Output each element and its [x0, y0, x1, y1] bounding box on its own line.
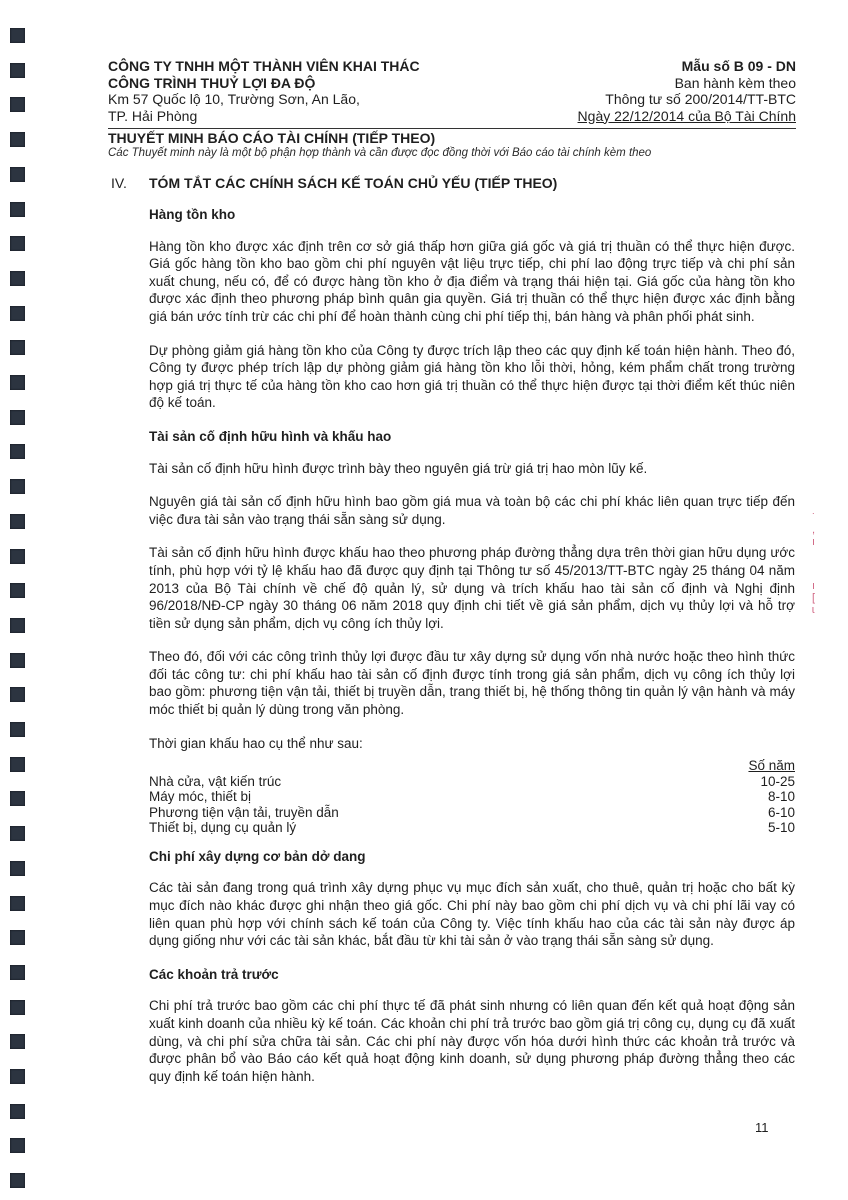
- company-name-line1: CÔNG TY TNHH MỘT THÀNH VIÊN KHAI THÁC: [108, 58, 420, 74]
- stamp-mark: ˙ , ı: [812, 512, 816, 548]
- paragraph: Chi phí trả trước bao gồm các chi phí thực tế đã phát sinh nhưng có liên quan đến kết quả hoạt động sản xuất kinh doanh của nhiều kỳ kế toán. Các khoản chi phí trả trước bao gồm giá trị công cụ, dụng cụ đã xuất dùng, và chi phí sửa chữa tài sản. Các chi phí này được vốn hóa dưới hình thức các khoản trả trước và được phân bổ vào Báo cáo kết quả hoạt động kinh doanh, sử dụng phương pháp đường thẳng theo các quy định kế toán hiện hành.: [149, 998, 795, 1084]
- binding-hole: [10, 444, 25, 459]
- form-number: Mẫu số B 09 - DN: [681, 58, 796, 74]
- company-address-line2: TP. Hải Phòng: [108, 107, 198, 124]
- years-value: 8-10: [767, 789, 795, 805]
- paragraph: Tài sản cố định hữu hình được trình bày theo nguyên giá trừ giá trị hao mòn lũy kế.: [149, 460, 648, 476]
- binding-hole: [10, 63, 25, 78]
- document-body: [149, 206, 795, 1085]
- paragraph: Hàng tồn kho được xác định trên cơ sở giá thấp hơn giữa giá gốc và giá trị thuần có thể thực hiện được. Giá gốc hàng tồn kho bao gồm chi phí nguyên vật liệu trực tiếp, chi phí lao động trực tiếp và chi phí sản xuất chung, nếu có, để có được hàng tồn kho ở địa điểm và trạng thái hiện tại. Giá gốc của hàng tồn kho được xác định theo phương pháp bình quân gia quyền. Giá trị thuần có thể thực hiện được xác định bằng giá bán ước tính trừ các chi phí để hoàn thành cùng chi phí tiếp thị, bán hàng và phân phối phát sinh.: [149, 238, 795, 324]
- stamp-mark: ı [ ɩ: [812, 580, 816, 616]
- section-number: IV.: [111, 175, 127, 191]
- binding-hole: [10, 757, 25, 772]
- table-row: [149, 789, 795, 805]
- section-heading: [108, 174, 796, 192]
- issued-with-text: Ban hành kèm theo: [674, 74, 796, 91]
- asset-category: Máy móc, thiết bị: [149, 789, 252, 805]
- years-value: 5-10: [767, 820, 795, 836]
- table-header-row: [149, 758, 795, 774]
- binding-hole: [10, 965, 25, 980]
- paragraph: Các tài sản đang trong quá trình xây dựng phục vụ mục đích sản xuất, cho thuê, quản trị hoặc cho bất kỳ mục đích nào khác được ghi nhận theo giá gốc. Chi phí này bao gồm chi phí dịch vụ và chi phí lãi vay có liên quan phù hợp với chính sách kế toán của Công ty. Việc tính khấu hao của các tài sản này được áp dụng giống như với các tài sản khác, bắt đầu từ khi tài sản ở vào trạng thái sẵn sàng sử dụng.: [149, 880, 795, 949]
- binding-hole: [10, 791, 25, 806]
- circular-number: Thông tư số 200/2014/TT-BTC: [605, 91, 796, 107]
- binding-hole: [10, 1000, 25, 1015]
- binding-hole: [10, 167, 25, 182]
- column-header-years: Số năm: [748, 758, 795, 774]
- form-reference-block: [578, 58, 796, 124]
- document-header: [108, 58, 796, 129]
- years-value: 6-10: [767, 804, 795, 820]
- subheading-inventory: Hàng tồn kho: [149, 207, 236, 222]
- paragraph: Nguyên giá tài sản cố định hữu hình bao gồm giá mua và toàn bộ các chi phí khác liên quan trực tiếp đến việc đưa tài sản vào trạng thái sẵn sàng sử dụng.: [149, 494, 795, 527]
- binding-hole: [10, 1034, 25, 1049]
- binding-hole: [10, 930, 25, 945]
- binding-hole: [10, 583, 25, 598]
- document-page: [108, 58, 796, 1101]
- asset-category: Phương tiện vận tải, truyền dẫn: [149, 804, 339, 820]
- binding-hole: [10, 410, 25, 425]
- binding-hole: [10, 236, 25, 251]
- subheading-fixed-assets: Tài sản cố định hữu hình và khấu hao: [149, 428, 392, 444]
- binding-hole: [10, 514, 25, 529]
- binding-hole: [10, 549, 25, 564]
- binding-hole: [10, 28, 25, 43]
- binding-hole: [10, 722, 25, 737]
- binding-hole: [10, 340, 25, 355]
- binding-hole: [10, 687, 25, 702]
- circular-date: Ngày 22/12/2014 của Bộ Tài Chính: [577, 107, 796, 124]
- depreciation-table: [149, 758, 795, 836]
- document-subtitle: Các Thuyết minh này là một bộ phận hợp thành và cần được đọc đồng thời với Báo cáo tài chính kèm theo: [108, 147, 652, 159]
- binding-hole: [10, 653, 25, 668]
- years-value: 10-25: [760, 773, 795, 789]
- binding-hole: [10, 1069, 25, 1084]
- subheading-prepaid-expenses: Các khoản trả trước: [149, 966, 279, 982]
- binding-hole: [10, 132, 25, 147]
- binding-hole: [10, 896, 25, 911]
- binding-hole: [10, 202, 25, 217]
- binding-hole: [10, 1104, 25, 1119]
- table-row: [149, 774, 795, 790]
- binding-hole: [10, 826, 25, 841]
- binding-hole: [10, 1138, 25, 1153]
- table-row: [149, 805, 795, 821]
- binding-holes: [10, 0, 26, 1200]
- asset-category: Thiết bị, dụng cụ quản lý: [149, 820, 297, 836]
- page-number: 11: [755, 1120, 769, 1135]
- company-name-line2: CÔNG TRÌNH THUỶ LỢI ĐA ĐỘ: [108, 74, 316, 91]
- binding-hole: [10, 618, 25, 633]
- document-title: THUYẾT MINH BÁO CÁO TÀI CHÍNH (TIẾP THEO): [108, 130, 436, 146]
- section-title: TÓM TẮT CÁC CHÍNH SÁCH KẾ TOÁN CHỦ YẾU (TIẾP THEO): [149, 175, 558, 191]
- company-block: [108, 58, 420, 124]
- binding-hole: [10, 479, 25, 494]
- binding-hole: [10, 97, 25, 112]
- table-row: [149, 820, 795, 836]
- binding-hole: [10, 375, 25, 390]
- asset-category: Nhà cửa, vật kiến trúc: [149, 773, 282, 789]
- company-address-line1: Km 57 Quốc lộ 10, Trường Sơn, An Lão,: [108, 91, 360, 107]
- paragraph: Theo đó, đối với các công trình thủy lợi được đầu tư xây dựng sử dụng vốn nhà nước hoặc theo hình thức đối tác công tư: chi phí khấu hao tài sản cố định được tính trong giá sản phẩm, dịch vụ công ích thủy lợi bao gồm: phương tiện vận tải, thiết bị truyền dẫn, trang thiết bị, hệ thống thông tin quản lý vận hành và máy móc thiết bị quản lý dùng trong văn phòng.: [149, 649, 795, 718]
- paragraph: Tài sản cố định hữu hình được khấu hao theo phương pháp đường thẳng dựa trên thời gian hữu dụng ước tính, phù hợp với tỷ lệ khấu hao đã được quy định tại Thông tư số 45/2013/TT-BTC ngày 25 tháng 04 năm 2013 của Bộ Tài chính về chế độ quản lý, sử dụng và trích khấu hao tài sản cố định và Nghị định 96/2018/NĐ-CP ngày 30 tháng 06 năm 2018 quy định chi tiết về giá sản phẩm, dịch vụ thủy lợi và hỗ trợ tiền sử dụng sản phẩm, dịch vụ công ích thủy lợi.: [149, 545, 795, 631]
- paragraph: Dự phòng giảm giá hàng tồn kho của Công ty được trích lập theo các quy định kế toán hiện hành. Theo đó, Công ty được phép trích lập dự phòng giảm giá hàng tồn kho lỗi thời, hỏng, kém phẩm chất trong trường hợp giá trị thực tế của hàng tồn kho cao hơn giá trị thuần có thể thực hiện được tại thời điểm kết thúc niên độ kế toán.: [149, 342, 795, 411]
- binding-hole: [10, 271, 25, 286]
- binding-hole: [10, 306, 25, 321]
- subheading-construction-in-progress: Chi phí xây dựng cơ bản dở dang: [149, 848, 366, 864]
- binding-hole: [10, 861, 25, 876]
- binding-hole: [10, 1173, 25, 1188]
- paragraph: Thời gian khấu hao cụ thể như sau:: [149, 735, 363, 751]
